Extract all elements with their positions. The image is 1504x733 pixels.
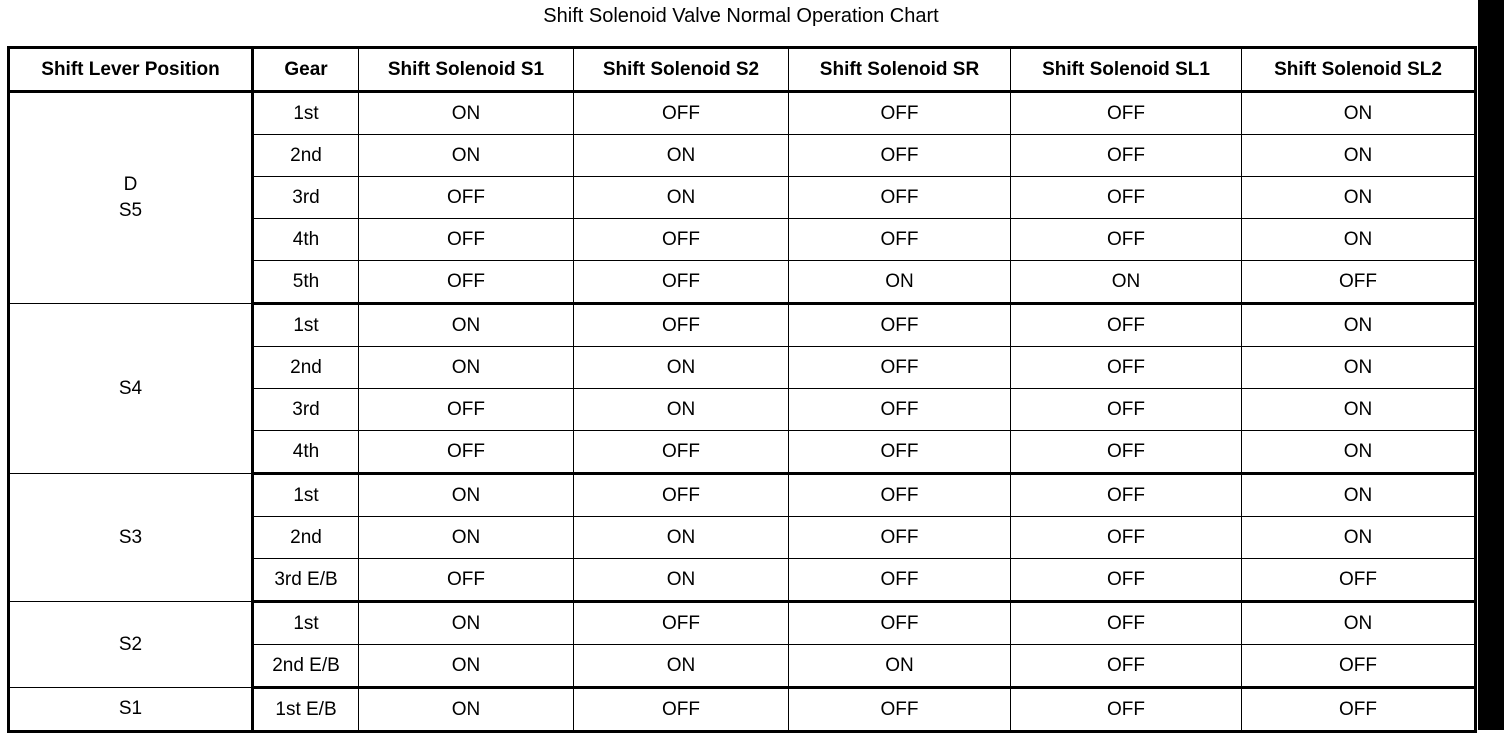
right-edge-bar bbox=[1478, 0, 1504, 730]
solenoid-s2-state-cell: OFF bbox=[574, 261, 789, 304]
solenoid-sl1-state-cell: OFF bbox=[1011, 517, 1242, 559]
solenoid-sr-state-cell: OFF bbox=[789, 177, 1011, 219]
table-row bbox=[9, 304, 1476, 347]
gear-cell: 5th bbox=[253, 261, 359, 304]
gear-cell: 2nd E/B bbox=[253, 645, 359, 688]
solenoid-s1-state-cell: ON bbox=[359, 304, 574, 347]
gear-cell: 3rd bbox=[253, 389, 359, 431]
gear-cell: 3rd bbox=[253, 177, 359, 219]
solenoid-sl1-state-cell: OFF bbox=[1011, 135, 1242, 177]
solenoid-sl1-state-cell: OFF bbox=[1011, 645, 1242, 688]
gear-cell: 3rd E/B bbox=[253, 559, 359, 602]
solenoid-sl1-state-cell: OFF bbox=[1011, 389, 1242, 431]
solenoid-s1-state-cell: OFF bbox=[359, 261, 574, 304]
solenoid-sl2-state-cell: OFF bbox=[1242, 688, 1476, 732]
shift-lever-position-cell bbox=[9, 602, 253, 688]
table-row bbox=[9, 474, 1476, 517]
solenoid-s2-state-cell: OFF bbox=[574, 304, 789, 347]
solenoid-sl1-state-cell: OFF bbox=[1011, 177, 1242, 219]
solenoid-s1-state-cell: ON bbox=[359, 92, 574, 135]
solenoid-s1-state-cell: OFF bbox=[359, 219, 574, 261]
header-row bbox=[9, 48, 1476, 92]
solenoid-sr-state-cell: OFF bbox=[789, 602, 1011, 645]
solenoid-sr-state-cell: OFF bbox=[789, 135, 1011, 177]
table-row bbox=[9, 602, 1476, 645]
solenoid-s1-state-cell: OFF bbox=[359, 431, 574, 474]
gear-cell: 1st bbox=[253, 92, 359, 135]
solenoid-s2-state-cell: ON bbox=[574, 517, 789, 559]
shift-lever-position-label: S5 bbox=[118, 200, 143, 221]
solenoid-s2-state-cell: ON bbox=[574, 135, 789, 177]
solenoid-sr-state-cell: OFF bbox=[789, 431, 1011, 474]
header-gear: Gear bbox=[253, 48, 359, 92]
solenoid-sr-state-cell: OFF bbox=[789, 92, 1011, 135]
header-solenoid-sr: Shift Solenoid SR bbox=[789, 48, 1011, 92]
solenoid-sl1-state-cell: OFF bbox=[1011, 431, 1242, 474]
solenoid-sl2-state-cell: OFF bbox=[1242, 261, 1476, 304]
gear-cell: 2nd bbox=[253, 347, 359, 389]
solenoid-s1-state-cell: ON bbox=[359, 474, 574, 517]
solenoid-sl2-state-cell: OFF bbox=[1242, 645, 1476, 688]
solenoid-sl1-state-cell: OFF bbox=[1011, 219, 1242, 261]
solenoid-sr-state-cell: OFF bbox=[789, 219, 1011, 261]
header-shift-lever-position: Shift Lever Position bbox=[9, 48, 253, 92]
gear-cell: 1st E/B bbox=[253, 688, 359, 732]
solenoid-s2-state-cell: ON bbox=[574, 559, 789, 602]
solenoid-s2-state-cell: ON bbox=[574, 177, 789, 219]
solenoid-sl2-state-cell: ON bbox=[1242, 602, 1476, 645]
table-row bbox=[9, 688, 1476, 732]
solenoid-sl2-state-cell: ON bbox=[1242, 219, 1476, 261]
solenoid-sl1-state-cell: OFF bbox=[1011, 559, 1242, 602]
solenoid-operation-table bbox=[7, 46, 1477, 733]
solenoid-sl2-state-cell: ON bbox=[1242, 92, 1476, 135]
header-solenoid-sl2: Shift Solenoid SL2 bbox=[1242, 48, 1476, 92]
solenoid-sl2-state-cell: ON bbox=[1242, 474, 1476, 517]
solenoid-s1-state-cell: ON bbox=[359, 347, 574, 389]
shift-lever-position-label: S1 bbox=[118, 698, 143, 719]
gear-cell: 4th bbox=[253, 219, 359, 261]
solenoid-s1-state-cell: ON bbox=[359, 602, 574, 645]
solenoid-sr-state-cell: OFF bbox=[789, 389, 1011, 431]
solenoid-s2-state-cell: ON bbox=[574, 347, 789, 389]
solenoid-s1-state-cell: OFF bbox=[359, 177, 574, 219]
solenoid-s1-state-cell: ON bbox=[359, 135, 574, 177]
solenoid-s2-state-cell: OFF bbox=[574, 688, 789, 732]
solenoid-sl2-state-cell: ON bbox=[1242, 389, 1476, 431]
solenoid-sl2-state-cell: ON bbox=[1242, 431, 1476, 474]
solenoid-sl2-state-cell: ON bbox=[1242, 347, 1476, 389]
solenoid-s1-state-cell: OFF bbox=[359, 389, 574, 431]
solenoid-sr-state-cell: OFF bbox=[789, 347, 1011, 389]
solenoid-sr-state-cell: OFF bbox=[789, 688, 1011, 732]
solenoid-s2-state-cell: OFF bbox=[574, 92, 789, 135]
solenoid-sr-state-cell: ON bbox=[789, 261, 1011, 304]
solenoid-sr-state-cell: ON bbox=[789, 645, 1011, 688]
gear-cell: 1st bbox=[253, 474, 359, 517]
shift-lever-position-cell bbox=[9, 92, 253, 304]
gear-cell: 1st bbox=[253, 304, 359, 347]
solenoid-sr-state-cell: OFF bbox=[789, 517, 1011, 559]
solenoid-sr-state-cell: OFF bbox=[789, 559, 1011, 602]
solenoid-s2-state-cell: OFF bbox=[574, 602, 789, 645]
solenoid-sl1-state-cell: OFF bbox=[1011, 602, 1242, 645]
header-solenoid-s2: Shift Solenoid S2 bbox=[574, 48, 789, 92]
solenoid-s1-state-cell: ON bbox=[359, 517, 574, 559]
solenoid-s2-state-cell: OFF bbox=[574, 219, 789, 261]
shift-lever-position-cell bbox=[9, 474, 253, 602]
solenoid-sr-state-cell: OFF bbox=[789, 474, 1011, 517]
gear-cell: 2nd bbox=[253, 135, 359, 177]
solenoid-s2-state-cell: OFF bbox=[574, 474, 789, 517]
solenoid-s2-state-cell: OFF bbox=[574, 431, 789, 474]
chart-title: Shift Solenoid Valve Normal Operation Chart bbox=[543, 5, 939, 27]
shift-lever-position-label: S3 bbox=[118, 526, 143, 548]
shift-lever-position-cell bbox=[9, 304, 253, 474]
solenoid-sr-state-cell: OFF bbox=[789, 304, 1011, 347]
header-solenoid-s1: Shift Solenoid S1 bbox=[359, 48, 574, 92]
solenoid-sl1-state-cell: OFF bbox=[1011, 92, 1242, 135]
solenoid-sl2-state-cell: ON bbox=[1242, 517, 1476, 559]
solenoid-sl2-state-cell: ON bbox=[1242, 135, 1476, 177]
solenoid-sl1-state-cell: ON bbox=[1011, 261, 1242, 304]
shift-lever-position-label: D bbox=[123, 174, 138, 195]
solenoid-sl1-state-cell: OFF bbox=[1011, 688, 1242, 732]
solenoid-sl1-state-cell: OFF bbox=[1011, 347, 1242, 389]
solenoid-sl2-state-cell: OFF bbox=[1242, 559, 1476, 602]
solenoid-s2-state-cell: ON bbox=[574, 645, 789, 688]
solenoid-sl1-state-cell: OFF bbox=[1011, 474, 1242, 517]
table-row bbox=[9, 92, 1476, 135]
solenoid-sl1-state-cell: OFF bbox=[1011, 304, 1242, 347]
solenoid-s1-state-cell: ON bbox=[359, 645, 574, 688]
gear-cell: 2nd bbox=[253, 517, 359, 559]
shift-lever-position-label: S2 bbox=[118, 633, 143, 655]
gear-cell: 1st bbox=[253, 602, 359, 645]
header-solenoid-sl1: Shift Solenoid SL1 bbox=[1011, 48, 1242, 92]
gear-cell: 4th bbox=[253, 431, 359, 474]
solenoid-sl2-state-cell: ON bbox=[1242, 304, 1476, 347]
shift-lever-position-cell bbox=[9, 688, 253, 732]
shift-lever-position-label: S4 bbox=[118, 377, 143, 399]
solenoid-s1-state-cell: ON bbox=[359, 688, 574, 732]
solenoid-s2-state-cell: ON bbox=[574, 389, 789, 431]
solenoid-sl2-state-cell: ON bbox=[1242, 177, 1476, 219]
solenoid-s1-state-cell: OFF bbox=[359, 559, 574, 602]
table-body bbox=[9, 92, 1476, 732]
